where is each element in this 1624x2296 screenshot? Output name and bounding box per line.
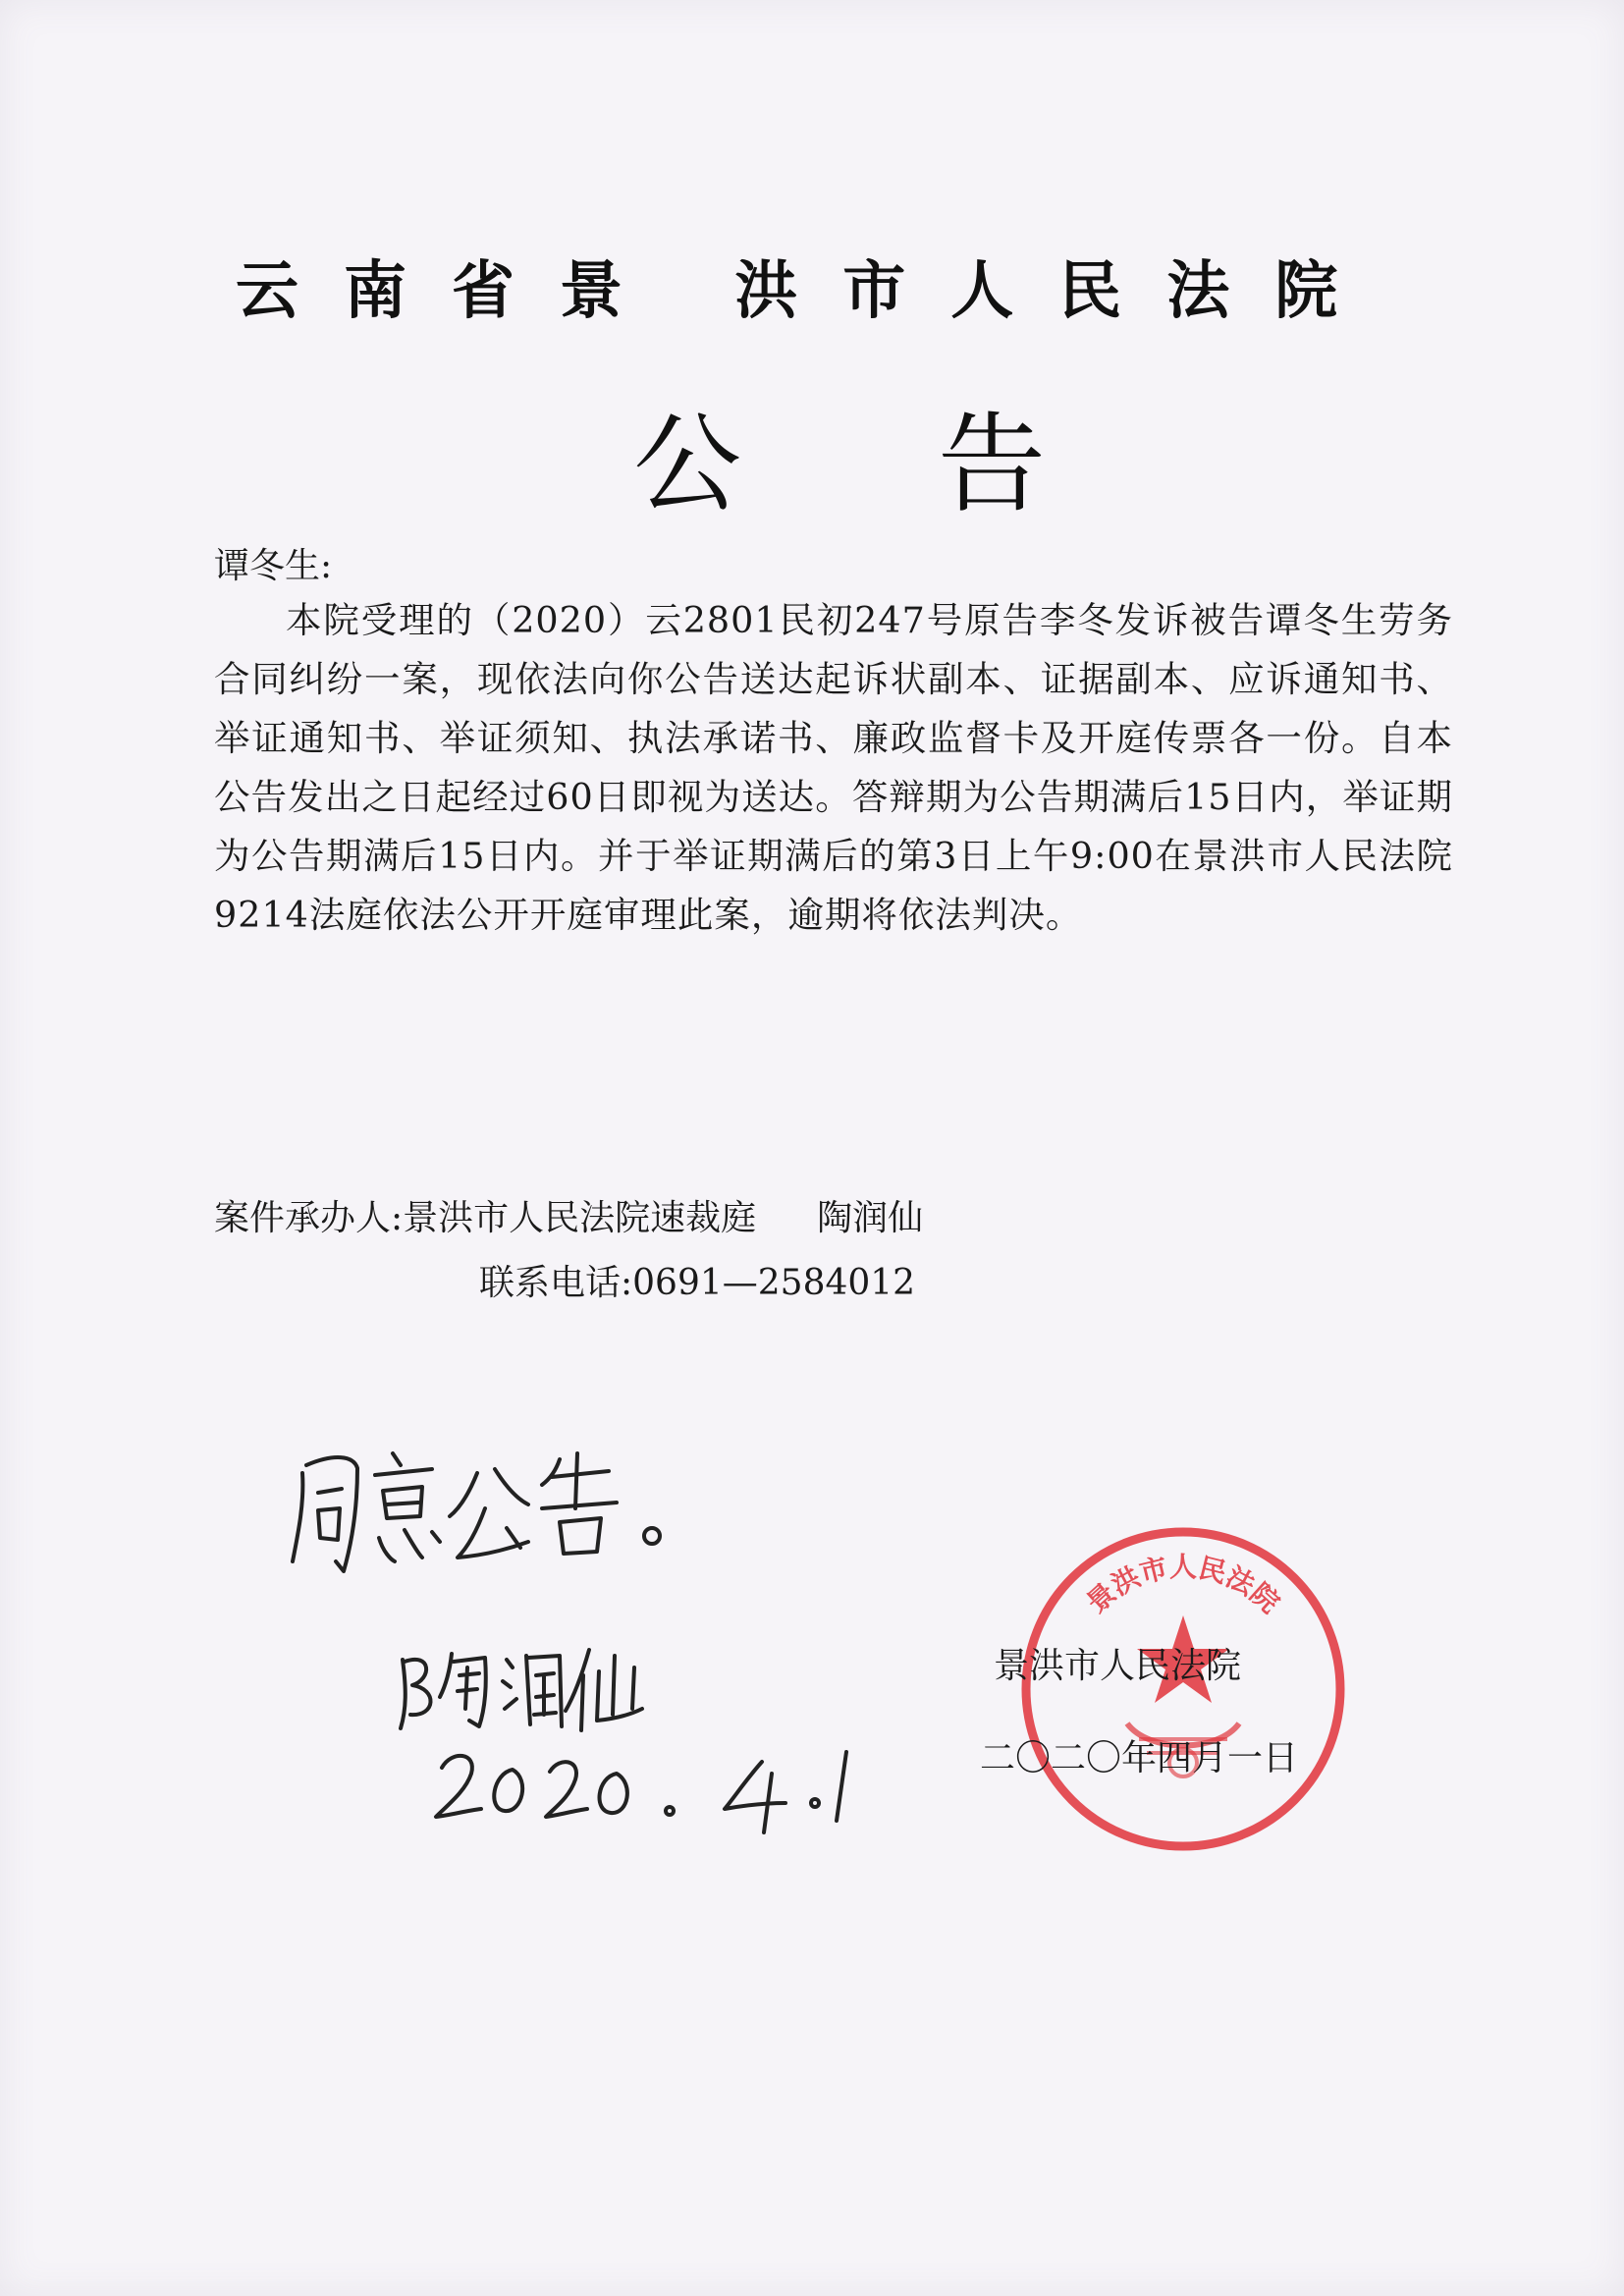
document-title: 公告 bbox=[633, 402, 1242, 527]
phone-number: 0691—2584012 bbox=[632, 1263, 916, 1303]
addressee: 谭冬生: bbox=[214, 546, 333, 586]
court-name-heading: 云南省景 洪市人民法院 bbox=[236, 255, 1383, 328]
official-seal bbox=[1011, 1517, 1355, 1861]
signing-court: 景洪市人民法院 bbox=[994, 1646, 1242, 1686]
svg-text:景洪市人民法院 bbox=[1080, 1551, 1285, 1619]
seal-text: 景洪市人民法院 bbox=[1080, 1551, 1286, 1620]
handler-label: 案件承办人: bbox=[214, 1198, 404, 1238]
handwritten-approval bbox=[285, 1414, 893, 1846]
notice-body: 本院受理的（2020）云2801民初247号原告李冬发诉被告谭冬生劳务合同纠纷一案，现依法向你公告送达起诉状副本、证据副本、应诉通知书、举证通知书、举证须知、执法承诺书、廉政监督卡及开庭传票各一份。自本公告发出之日起经过60日即视为送达。答辩期为公告期满后15日内，举证期为公告期满后15日内。并于举证期满后的第3日上午9:00在景洪市人民法院9214法庭依法公开开庭审理此案，逾期将依法判决。 bbox=[214, 599, 1453, 936]
handler-name: 陶润仙 bbox=[817, 1198, 924, 1238]
phone-label: 联系电话: bbox=[479, 1263, 633, 1303]
case-handler-line bbox=[214, 1190, 923, 1240]
signing-date: 二〇二〇年四月一日 bbox=[980, 1738, 1299, 1778]
contact-phone-line bbox=[479, 1255, 915, 1305]
handler-unit: 景洪市人民法院速裁庭 bbox=[403, 1198, 757, 1238]
